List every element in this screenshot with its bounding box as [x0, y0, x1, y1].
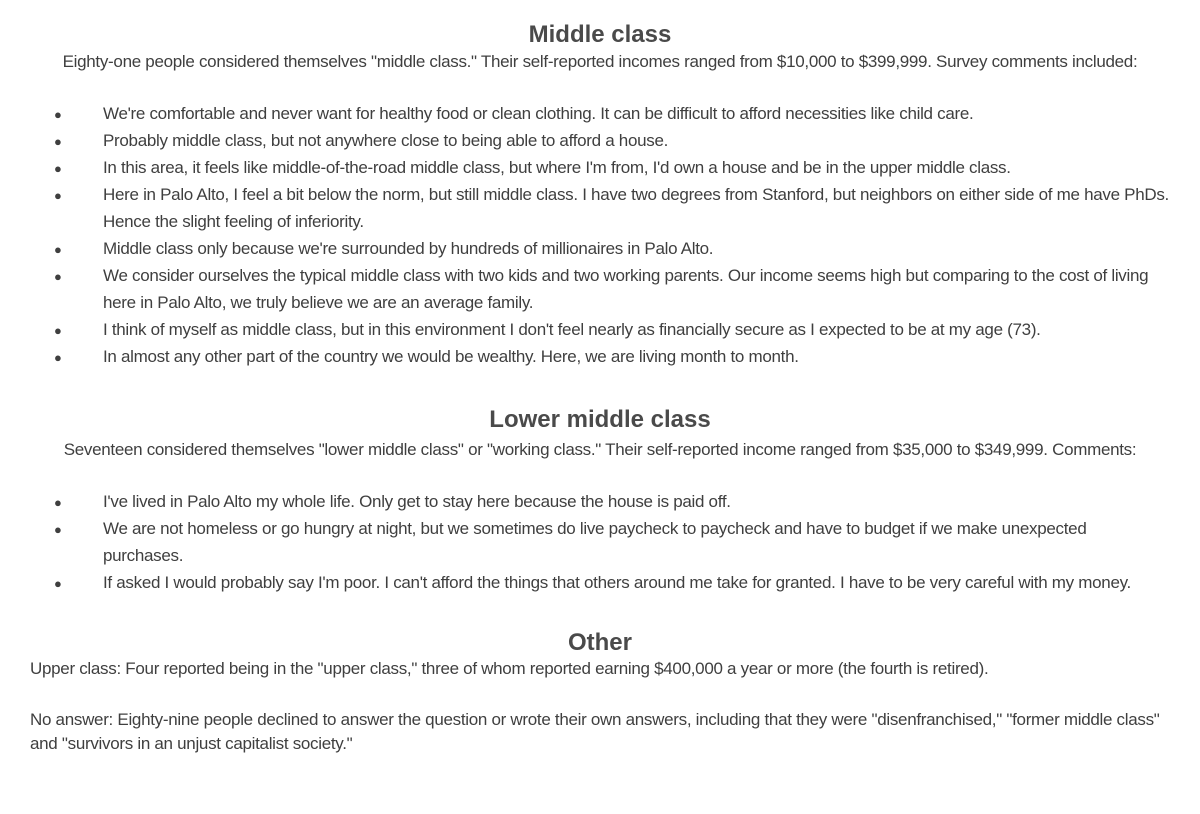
- list-item: [0, 235, 1200, 262]
- bullet-icon: ●: [54, 269, 62, 284]
- bullet-icon: ●: [54, 134, 62, 149]
- comment-text: We're comfortable and never want for healthy food or clean clothing. It can be difficult to afford necessities like child care.: [103, 104, 974, 123]
- comment-text: Probably middle class, but not anywhere close to being able to afford a house.: [103, 131, 669, 150]
- comment-text: In this area, it feels like middle-of-the-road middle class, but where I'm from, I'd own a house and be in the upper middle class.: [103, 158, 1011, 177]
- list-item: [0, 127, 1200, 154]
- upper-class-paragraph: Upper class: Four reported being in the "upper class," three of whom reported earning $400,000 a year or more (the fourth is retired).: [30, 659, 989, 678]
- list-item: [0, 100, 1200, 127]
- other-heading: Other: [567, 629, 632, 656]
- list-item: [0, 262, 1200, 316]
- bullet-icon: ●: [54, 161, 62, 176]
- middle-class-heading: Middle class: [528, 21, 672, 48]
- comment-text: In almost any other part of the country we would be wealthy. Here, we are living month to month.: [103, 347, 799, 366]
- comment-text: We consider ourselves the typical middle class with two kids and two working parents. Our income seems high but comparing to the cost of living here in Palo Alto, we truly believe we are an average family.: [103, 266, 1149, 312]
- comment-text: Here in Palo Alto, I feel a bit below the norm, but still middle class. I have two degrees from Stanford, but neighbors on either side of me have PhDs. Hence the slight feeling of inferiority.: [103, 185, 1169, 231]
- middle-class-intro: Eighty-one people considered themselves "middle class." Their self-reported incomes ranged from $10,000 to $399,999. Survey comments included:: [62, 52, 1138, 71]
- list-item: [0, 515, 1200, 569]
- bullet-icon: ●: [54, 495, 62, 510]
- list-item: [0, 316, 1200, 343]
- bullet-icon: ●: [54, 576, 62, 591]
- middle-class-comments: [0, 100, 1200, 370]
- list-item: [0, 154, 1200, 181]
- bullet-icon: ●: [54, 522, 62, 537]
- lower-middle-class-intro: Seventeen considered themselves "lower middle class" or "working class." Their self-reported income ranged from $35,000 to $349,999. Comments:: [63, 440, 1137, 459]
- comment-text: I've lived in Palo Alto my whole life. Only get to stay here because the house is paid off.: [103, 492, 731, 511]
- bullet-icon: ●: [54, 350, 62, 365]
- comment-text: Middle class only because we're surrounded by hundreds of millionaires in Palo Alto.: [103, 239, 714, 258]
- list-item: [0, 343, 1200, 370]
- list-item: [0, 181, 1200, 235]
- list-item: [0, 569, 1200, 596]
- no-answer-paragraph: No answer: Eighty-nine people declined to answer the question or wrote their own answers, including that they were "disenfranchised," "former middle class" and "survivors in an unjust capitalist society.": [30, 710, 1160, 753]
- bullet-icon: ●: [54, 242, 62, 257]
- bullet-icon: ●: [54, 323, 62, 338]
- lower-middle-class-comments: [0, 488, 1200, 596]
- bullet-icon: ●: [54, 188, 62, 203]
- bullet-icon: ●: [54, 107, 62, 122]
- comment-text: I think of myself as middle class, but in this environment I don't feel nearly as financially secure as I expected to be at my age (73).: [103, 320, 1041, 339]
- lower-middle-class-heading: Lower middle class: [489, 406, 711, 433]
- comment-text: If asked I would probably say I'm poor. I can't afford the things that others around me take for granted. I have to be very careful with my money.: [103, 573, 1131, 592]
- list-item: [0, 488, 1200, 515]
- comment-text: We are not homeless or go hungry at night, but we sometimes do live paycheck to paycheck and have to budget if we make unexpected purchases.: [103, 519, 1087, 565]
